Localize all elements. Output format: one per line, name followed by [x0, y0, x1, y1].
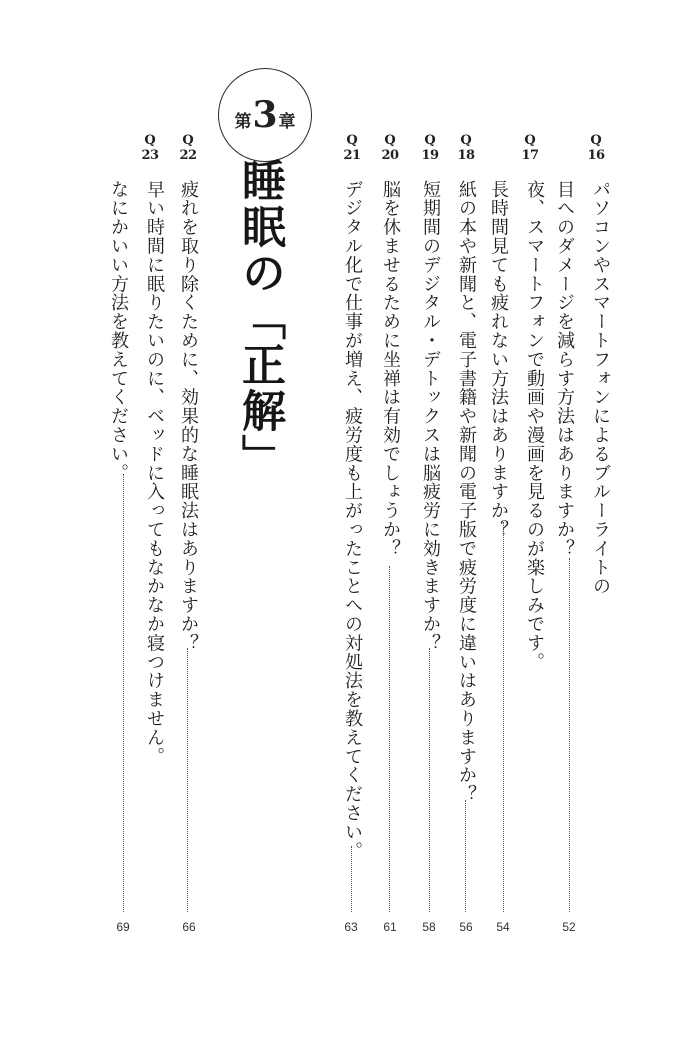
question-line: 疲れを取り除くために、効果的な睡眠法はありますか？ [178, 180, 199, 653]
page-number: 63 [344, 920, 358, 934]
question-number: Q 19 [421, 133, 439, 163]
question-number: Q 16 [587, 133, 605, 163]
question-line: 短期間のデジタル・デトックスは脳疲労に効きますか？ [420, 180, 441, 653]
question-line: 長時間見ても疲れない方法はありますか？ [488, 180, 509, 540]
question-line: 目へのダメージを減らす方法はありますか？ [554, 180, 575, 558]
dot-leader [187, 648, 190, 912]
question-line: 脳を休ませるために坐禅は有効でしょうか？ [380, 180, 401, 558]
dot-leader [123, 474, 126, 912]
dot-leader [503, 522, 506, 912]
question-text [552, 180, 612, 596]
chapter-number: 3 [252, 94, 278, 136]
question-text [340, 180, 364, 860]
question-number: Q 21 [343, 133, 361, 163]
page-number: 52 [562, 920, 576, 934]
chapter-suffix: 章 [278, 112, 296, 132]
page-number: 66 [182, 920, 196, 934]
dot-leader [389, 566, 392, 912]
dot-leader [351, 846, 354, 912]
dot-leader [465, 800, 468, 912]
question-number: Q 18 [457, 133, 475, 163]
question-text [454, 180, 478, 804]
page-number: 54 [496, 920, 510, 934]
question-text [378, 180, 402, 558]
question-line: デジタル化で仕事が増え、疲労度も上がったことへの対処法を教えてください。 [342, 180, 363, 861]
question-text [486, 180, 546, 671]
question-line: なにかいい方法を教えてください。 [108, 180, 129, 483]
question-number: Q 20 [381, 133, 399, 163]
question-number: Q 17 [521, 133, 539, 163]
chapter-title: 睡眠の「正解」 [234, 158, 285, 480]
chapter-prefix: 第 [234, 112, 252, 132]
dot-leader [569, 558, 572, 912]
question-text [176, 180, 200, 653]
question-number: Q 23 [141, 133, 159, 163]
page-number: 56 [459, 920, 473, 934]
question-number: Q 22 [179, 133, 197, 163]
question-text [418, 180, 442, 653]
question-line: パソコンやスマートフォンによるブルーライトの [590, 180, 611, 596]
page-number: 61 [383, 920, 397, 934]
chapter-badge [218, 68, 312, 162]
page-number: 58 [422, 920, 436, 934]
question-text [106, 180, 166, 766]
chapter-label [219, 94, 311, 136]
page-number: 69 [116, 920, 130, 934]
dot-leader [429, 648, 432, 912]
question-line: 紙の本や新聞と、電子書籍や新聞の電子版で疲労度に違いはありますか？ [456, 180, 477, 804]
question-line: 夜、スマートフォンで動画や漫画を見るのが楽しみです。 [524, 180, 545, 672]
question-line: 早い時間に眠りたいのに、ベッドに入ってもなかなか寝つけません。 [144, 180, 165, 766]
